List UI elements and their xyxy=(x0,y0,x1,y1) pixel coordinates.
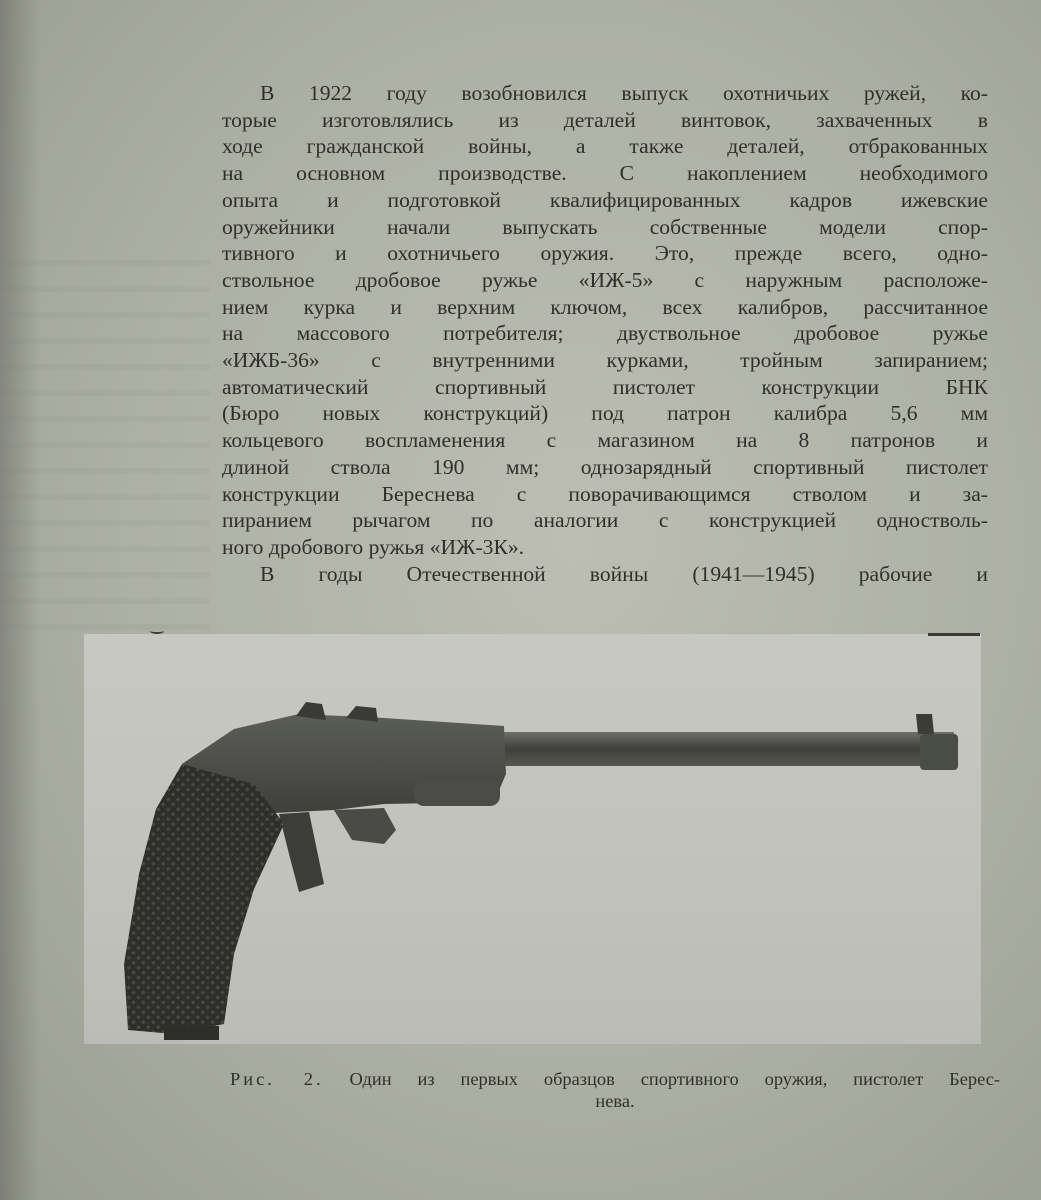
pistol-barrel xyxy=(494,732,954,766)
text-line: нием курка и верхним ключом, всех калибров, рассчитанное xyxy=(222,294,988,319)
text-line: на массового потребителя; двуствольное дробовое ружье xyxy=(222,321,988,346)
text-line: конструкции Береснева с поворачивающимся стволом и за- xyxy=(222,481,988,506)
text-line: (Бюро новых конструкций) под патрон калибра 5,6 мм xyxy=(222,401,988,426)
caption-line-1 xyxy=(230,1068,1000,1090)
text-line: ного дробового ружья «ИЖ-3К». xyxy=(222,534,525,559)
text-line: торые изготовлялись из деталей винтовок, захваченных в xyxy=(222,107,988,132)
text-line: В 1922 году возобновился выпуск охотничьих ружей, ко- xyxy=(260,81,988,105)
pistol-front-sight xyxy=(916,714,934,734)
pistol-grip xyxy=(124,764,284,1034)
text-line: ходе гражданской войны, а также деталей, отбракованных xyxy=(222,134,988,159)
text-line: «ИЖБ-36» с внутренними курками, тройным запиранием; xyxy=(222,348,988,373)
pistol-photo xyxy=(84,634,981,1044)
text-line: кольцевого воспламенения с магазином на 8 патронов и xyxy=(222,428,988,453)
figure-caption xyxy=(230,1068,1000,1112)
text-line: ствольное дробовое ружье «ИЖ-5» с наружным расположе- xyxy=(222,267,988,292)
text-line: В годы Отечественной войны (1941—1945) рабочие и xyxy=(260,561,988,586)
pistol-muzzle xyxy=(920,734,958,770)
caption-text: Один из первых образцов спортивного оружия, пистолет Берес- xyxy=(349,1069,1000,1089)
body-text xyxy=(222,80,988,587)
caption-label: Рис. 2. xyxy=(230,1069,324,1089)
text-line: пиранием рычагом по аналогии с конструкцией одностволь- xyxy=(222,508,988,533)
pistol-lever xyxy=(414,780,500,806)
text-line: опыта и подготовкой квалифицированных кадров ижевские xyxy=(222,187,988,212)
bleed-through-texture xyxy=(0,260,210,640)
pistol-trigger-guard xyxy=(334,808,396,844)
pistol-butt-plate xyxy=(164,1026,219,1040)
caption-line-2: нева. xyxy=(595,1091,635,1111)
text-line: оружейники начали выпускать собственные модели спор- xyxy=(222,214,988,239)
text-line: тивного и охотничьего оружия. Это, прежде всего, одно- xyxy=(222,241,988,266)
text-line: длиной ствола 190 мм; однозарядный спортивный пистолет xyxy=(222,454,988,479)
pistol-trigger xyxy=(279,812,324,892)
text-line: на основном производстве. С накоплением необходимого xyxy=(222,161,988,186)
text-line: автоматический спортивный пистолет конструкции БНК xyxy=(222,374,988,399)
